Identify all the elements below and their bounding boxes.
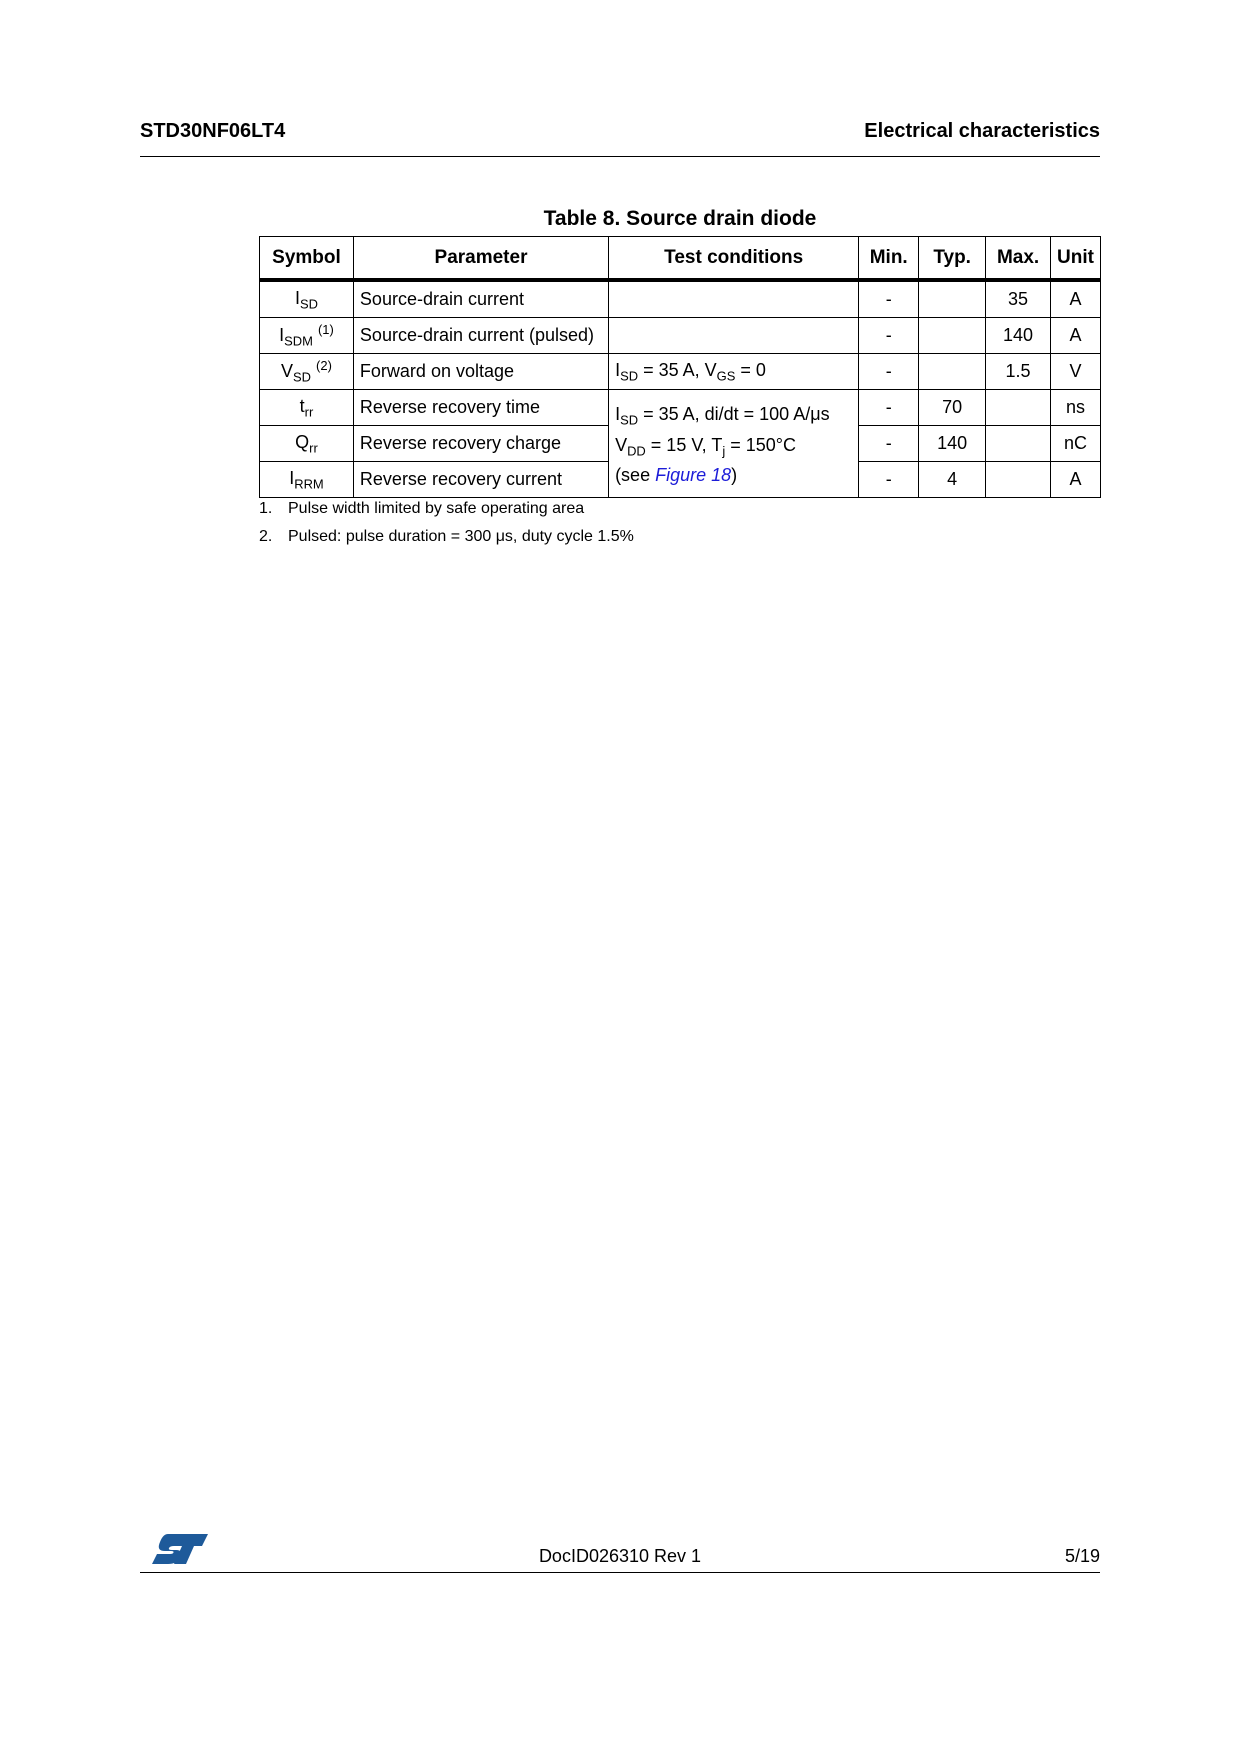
symbol-cell: $t_{rr}$ <box>260 390 354 426</box>
typ-cell <box>919 318 986 354</box>
unit-cell: ns <box>1051 390 1101 426</box>
note-item <box>259 500 634 528</box>
min-cell: - <box>859 426 919 462</box>
table-row <box>260 318 1101 354</box>
note-number: 1. <box>259 500 273 517</box>
unit-cell: A <box>1051 280 1101 318</box>
page-footer <box>140 1532 1100 1573</box>
table-row <box>260 280 1101 318</box>
min-cell: - <box>859 354 919 390</box>
column-header-symbol: Symbol <box>260 237 354 281</box>
figure-18-link[interactable]: Figure 18 <box>655 465 732 486</box>
symbol-cell: $I_{SDM}$ $^{(1)}$ <box>260 318 354 354</box>
table-caption: Table 8. Source drain diode <box>543 207 817 230</box>
column-header-min: Min. <box>859 237 919 281</box>
note-item <box>259 528 634 556</box>
table-row <box>260 354 1101 390</box>
note-text: Pulse width limited by safe operating area <box>288 500 585 517</box>
min-cell: - <box>859 390 919 426</box>
parameter-cell: Forward on voltage <box>353 354 608 390</box>
page-header <box>140 120 1100 157</box>
condition-line: $V_{DD} = 15$ V, $T_j = 150^\circ C$ <box>615 434 796 459</box>
condition-line: (see Figure 18) <box>615 465 738 486</box>
table-header-row <box>260 237 1101 281</box>
symbol-cell: $I_{SD}$ <box>260 280 354 318</box>
test-conditions-cell-recovery <box>609 390 859 498</box>
unit-cell: A <box>1051 318 1101 354</box>
column-header-unit: Unit <box>1051 237 1101 281</box>
unit-cell: nC <box>1051 426 1101 462</box>
table-row <box>260 390 1101 426</box>
note-number: 2. <box>259 528 273 545</box>
typ-cell: 70 <box>919 390 986 426</box>
min-cell: - <box>859 462 919 498</box>
section-title: Electrical characteristics <box>864 120 1100 142</box>
document-part-number: STD30NF06LT4 <box>140 120 286 142</box>
source-drain-diode-table <box>259 236 1101 498</box>
column-header-max: Max. <box>986 237 1051 281</box>
typ-cell <box>919 280 986 318</box>
max-cell <box>986 462 1051 498</box>
typ-cell: 4 <box>919 462 986 498</box>
unit-cell: V <box>1051 354 1101 390</box>
symbol-cell: $I_{RRM}$ <box>260 462 354 498</box>
symbol-cell: $V_{SD}$ $^{(2)}$ <box>260 354 354 390</box>
max-cell: 35 <box>986 280 1051 318</box>
max-cell <box>986 426 1051 462</box>
typ-cell: 140 <box>919 426 986 462</box>
column-header-parameter: Parameter <box>353 237 608 281</box>
test-conditions-cell <box>609 318 859 354</box>
parameter-cell: Reverse recovery charge <box>353 426 608 462</box>
table-notes <box>259 500 634 556</box>
parameter-cell: Reverse recovery current <box>353 462 608 498</box>
column-header-test-conditions: Test conditions <box>609 237 859 281</box>
max-cell: 140 <box>986 318 1051 354</box>
test-conditions-cell: $I_{SD} = 35$ A, $V_{GS} = 0$ <box>609 354 859 390</box>
parameter-cell: Source-drain current (pulsed) <box>353 318 608 354</box>
unit-cell: A <box>1051 462 1101 498</box>
typ-cell <box>919 354 986 390</box>
column-header-typ: Typ. <box>919 237 986 281</box>
max-cell: 1.5 <box>986 354 1051 390</box>
note-text: Pulsed: pulse duration = 300 μs, duty cycle 1.5% <box>288 528 634 545</box>
min-cell: - <box>859 280 919 318</box>
min-cell: - <box>859 318 919 354</box>
condition-line: $I_{SD} = 35$ A, di/dt = 100 A/μs <box>615 404 830 428</box>
max-cell <box>986 390 1051 426</box>
page-number: 5/19 <box>1064 1546 1100 1566</box>
symbol-cell: $Q_{rr}$ <box>260 426 354 462</box>
document-id: DocID026310 Rev 1 <box>538 1546 702 1566</box>
parameter-cell: Reverse recovery time <box>353 390 608 426</box>
parameter-cell: Source-drain current <box>353 280 608 318</box>
test-conditions-cell <box>609 280 859 318</box>
